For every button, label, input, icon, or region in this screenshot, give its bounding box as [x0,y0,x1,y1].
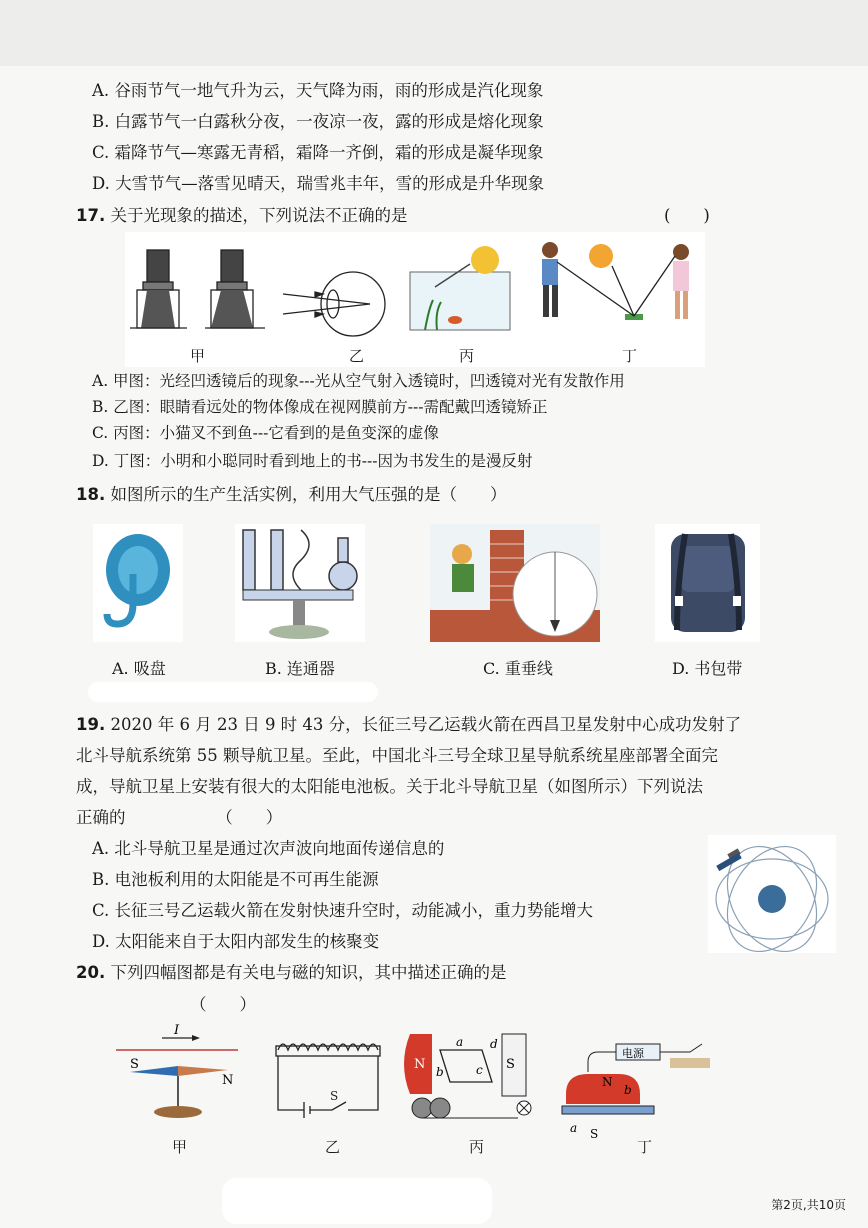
q18-caption-c: C. 重垂线 [483,659,553,678]
page-number: 第2页,共10页 [771,1198,846,1212]
q19-option-c: C. 长征三号乙运载火箭在发射快速升空时，动能减小，重力势能增大 [92,901,594,920]
q18-caption-a: A. 吸盘 [112,659,166,678]
top-margin [0,0,868,66]
compass-needle-figure [116,1023,238,1118]
switch-s-label: S [330,1089,339,1103]
coil-c-label: c [476,1063,483,1077]
generator-figure [404,1034,531,1118]
rail-s-label: S [590,1127,599,1141]
q19-stem-line-2: 北斗导航系统第 55 颗导航卫星。至此，中国北斗三号全球卫星导航系统星座部署全面完 [76,746,718,765]
communicating-vessels-image [235,524,365,642]
q20-fig-label-jia: 甲 [172,1138,188,1156]
coil-a-label: a [456,1035,464,1049]
q17-fig-label-yi: 乙 [349,347,365,365]
suction-cup-image [93,524,183,642]
q20-stem: 20. 下列四幅图都是有关电与磁的知识，其中描述正确的是 [76,963,507,982]
q16-option-c: C. 霜降节气—寒露无青稻，霜降一齐倒，霜的形成是凝华现象 [92,143,544,162]
q19-stem-line-1: 19. 2020 年 6 月 23 日 9 时 43 分，长征三号乙运载火箭在西昌卫星发射中心成功发射了 [76,715,742,734]
q18-caption-b: B. 连通器 [265,659,335,678]
scan-smudge-bottom [222,1178,492,1224]
rail-b-label: b [624,1083,632,1097]
plumb-line-image [430,524,600,642]
q20-answer-blank: （ ） [190,995,256,1014]
coil-d-label: d [490,1037,498,1051]
q17-option-c: C. 丙图：小猫叉不到鱼---它看到的是鱼变深的虚像 [92,424,439,442]
satellite-orbit-image [708,835,836,953]
magnet-n-label: N [414,1057,426,1072]
rail-n-label: N [602,1075,613,1089]
q16-option-d: D. 大雪节气—落雪见晴天，瑞雪兆丰年，雪的形成是升华现象 [92,174,545,193]
q16-option-b: B. 白露节气一白露秋分夜，一夜凉一夜，露的形成是熔化现象 [92,112,544,131]
q20-fig-label-yi: 乙 [325,1138,341,1156]
q17-fig-label-bing: 丙 [459,347,475,365]
q19-stem-line-3: 成，导航卫星上安装有很大的太阳能电池板。关于北斗导航卫星（如图所示）下列说法 [76,777,703,796]
q20-fig-label-ding: 丁 [637,1138,653,1156]
rail-a-label: a [570,1121,578,1135]
needle-n-label: N [222,1073,234,1088]
coil-b-label: b [436,1065,444,1079]
q18-caption-d: D. 书包带 [672,659,743,678]
q19-option-a: A. 北斗导航卫星是通过次声波向地面传递信息的 [92,839,445,858]
current-label: I [174,1023,180,1038]
backpack-image [655,524,760,642]
q17-option-b: B. 乙图：眼睛看远处的物体像成在视网膜前方---需配戴凹透镜矫正 [92,398,548,416]
q17-answer-blank: ( ) [664,206,710,225]
q17-option-d: D. 丁图：小明和小聪同时看到地上的书---因为书发生的是漫反射 [92,452,533,470]
coil-circuit-figure [276,1044,380,1118]
q20-figure [110,1020,730,1142]
q17-stem: 17. 关于光现象的描述，下列说法不正确的是 [76,206,408,225]
q17-option-a: A. 甲图：光经凹透镜后的现象---光从空气射入透镜时，凹透镜对光有发散作用 [92,372,625,390]
q17-fig-label-ding: 丁 [622,347,638,365]
q16-option-a: A. 谷雨节气一地气升为云，天气降为雨，雨的形成是汽化现象 [92,81,544,100]
power-label: 电源 [622,1047,644,1060]
q17-figure [125,232,705,367]
rail-motor-figure [562,1044,710,1141]
scan-smudge [88,682,378,702]
q19-option-b: B. 电池板利用的太阳能是不可再生能源 [92,870,379,889]
magnet-s-label: S [506,1057,515,1072]
q20-fig-label-bing: 丙 [469,1138,485,1156]
needle-s-label: S [130,1057,139,1072]
q17-fig-label-jia: 甲 [190,347,206,365]
q19-option-d: D. 太阳能来自于太阳内部发生的核聚变 [92,932,380,951]
q18-stem: 18. 如图所示的生产生活实例，利用大气压强的是（ ） [76,485,507,504]
q19-stem-line-4: 正确的 （ ） [76,808,283,827]
